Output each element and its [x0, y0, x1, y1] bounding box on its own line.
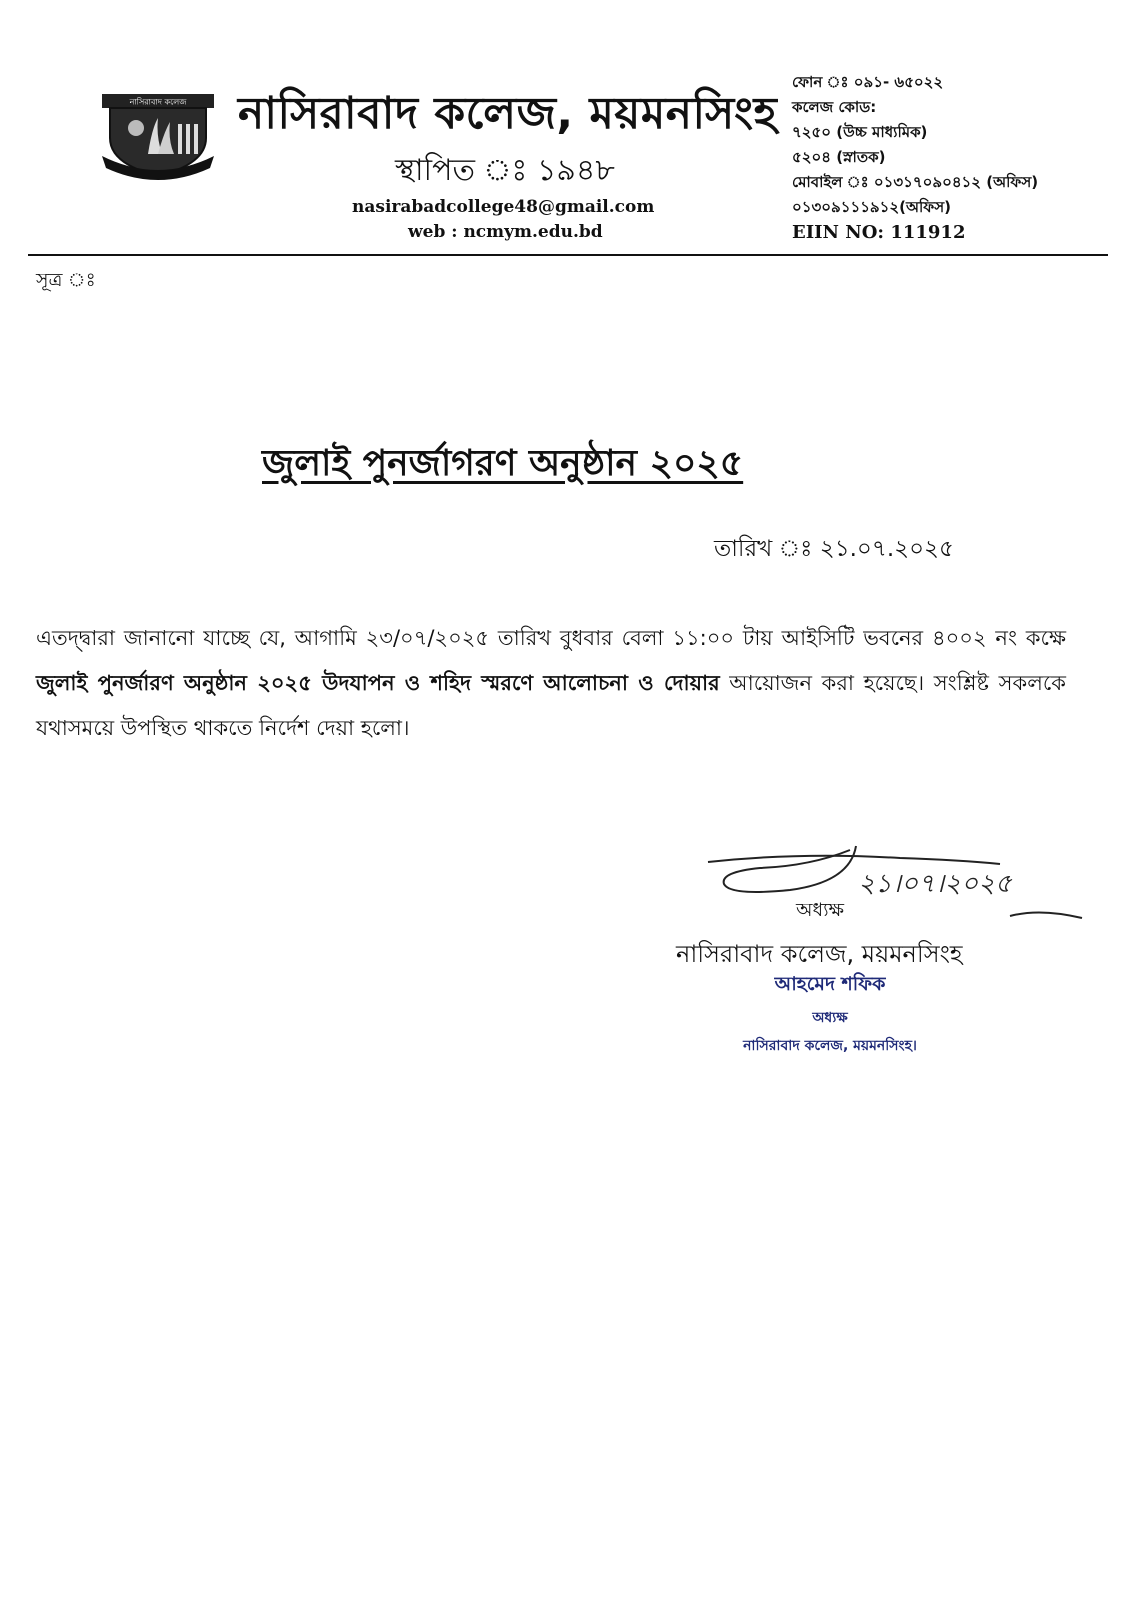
body-text-part-2: আয়োজন করা হয়েছে। সংশ্লিষ্ট সকলকে যথাসময়ে উপস্থিত থাকতে নির্দেশ দেয়া হলো।	[36, 671, 1066, 740]
mobile-line-2: ০১৩০৯১১১৯১২(অফিস)	[792, 198, 952, 216]
handwritten-date: ২১।০৭।২০২৫	[858, 869, 1012, 899]
official-seal	[700, 970, 960, 1058]
seal-name: আহমেদ শফিক	[774, 973, 886, 995]
degree-code: ৫২০৪ (স্নাতক)	[792, 148, 886, 166]
college-code-label: কলেজ কোড:	[792, 98, 877, 116]
college-email: nasirabadcollege48@gmail.com	[352, 197, 655, 217]
signatory-college: নাসিরাবাদ কলেজ, ময়মনসিংহ	[676, 940, 963, 968]
established-year: স্থাপিত ঃ ১৯৪৮	[395, 153, 615, 188]
seal-role: অধ্যক্ষ	[812, 1010, 848, 1026]
mobile-line: মোবাইল ঃ ০১৩১৭০৯০৪১২ (অফিস)	[792, 173, 1039, 191]
svg-text:নাসিরাবাদ কলেজ: নাসিরাবাদ কলেজ	[129, 97, 187, 107]
phone-line: ফোন ঃ ০৯১- ৬৫০২২	[792, 73, 944, 91]
body-text-bold: জুলাই পুনর্জারণ অনুষ্ঠান ২০২৫ উদযাপন ও শহিদ স্মরণে আলোচনা ও দোয়ার	[36, 671, 720, 695]
notice-body	[36, 616, 1066, 751]
signatory-title: অধ্যক্ষ	[796, 899, 845, 921]
notice-date: তারিখ ঃ ২১.০৭.২০২৫	[714, 536, 954, 562]
hsc-code: ৭২৫০ (উচ্চ মাধ্যমিক)	[792, 123, 928, 141]
body-text-part-1: এতদ্দ্বারা জানানো যাচ্ছে যে, আগামি ২৩/০৭/২০২৫ তারিখ বুধবার বেলা ১১:০০ টায় আইসিটি ভবনের ৪০০২ নং কক্ষে	[36, 626, 1066, 650]
college-name: নাসিরাবাদ কলেজ, ময়মনসিংহ	[238, 88, 778, 139]
eiin-number: EIIN NO: 111912	[792, 222, 966, 243]
college-website: web : ncmym.edu.bd	[408, 222, 603, 242]
seal-college: নাসিরাবাদ কলেজ, ময়মনসিংহ।	[743, 1038, 917, 1054]
contact-block	[792, 70, 1038, 245]
college-crest-icon	[100, 92, 216, 184]
notice-title: জুলাই পুনর্জাগরণ অনুষ্ঠান ২০২৫	[262, 443, 744, 484]
header-divider	[28, 254, 1108, 256]
handwritten-signature	[700, 838, 1100, 938]
reference-label: সূত্র ঃ	[36, 269, 96, 291]
